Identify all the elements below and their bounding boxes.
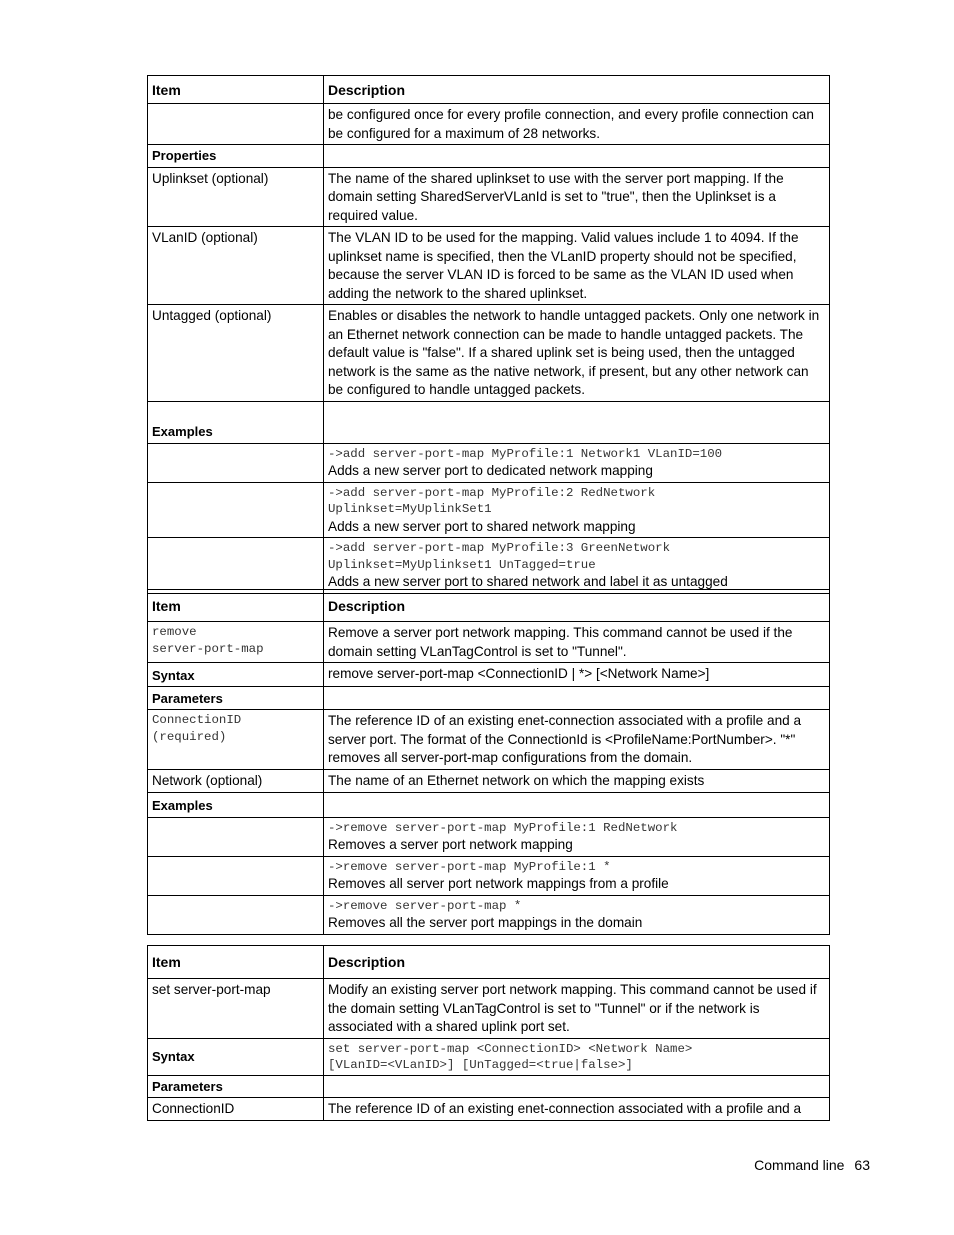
command-description: Remove a server port network mapping. This command cannot be used if the domain setting VLanTagControl is set to "Tunnel".: [324, 622, 830, 663]
parameter-description: The reference ID of an existing enet-connection associated with a profile and a server port. The format of the ConnectionId is <ProfileName:PortNumber>. "*" removes all server-port-map configurations from the domain.: [324, 710, 830, 770]
example-command-continued: Uplinkset=MyUplinkSet1: [328, 502, 492, 516]
empty-cell: [324, 792, 830, 817]
remove-server-port-map-table: [147, 589, 830, 935]
command-name: set server-port-map: [148, 979, 324, 1039]
syntax-cell: [324, 1038, 830, 1075]
example-cell: [324, 538, 830, 594]
example-command: ->remove server-port-map *: [328, 898, 522, 913]
command-name-continued: server-port-map: [152, 641, 264, 656]
page-footer: [744, 1157, 870, 1173]
examples-label: Examples: [148, 401, 324, 443]
continuation-text: be configured once for every profile connection, and every profile connection can be configured for a maximum of 28 networks.: [324, 104, 830, 145]
property-name: VLanID (optional): [148, 227, 324, 305]
example-cell: [324, 817, 830, 856]
example-command: ->remove server-port-map MyProfile:1 *: [328, 859, 611, 874]
parameter-name-cell: [148, 710, 324, 770]
example-cell: [324, 443, 830, 482]
parameters-label: Parameters: [148, 1075, 324, 1098]
example-description: Removes all server port network mappings from a profile: [328, 876, 669, 891]
example-description: Removes all the server port mappings in the domain: [328, 915, 643, 930]
page-number: 63: [854, 1157, 870, 1173]
empty-cell: [148, 895, 324, 934]
parameter-name: Network (optional): [148, 769, 324, 792]
syntax-label: Syntax: [148, 663, 324, 687]
property-description: The name of the shared uplinkset to use with the server port mapping. If the domain setting SharedServerVLanId is set to "true", then the Uplinkset is a required value.: [324, 167, 830, 227]
example-cell: [324, 895, 830, 934]
command-description: Modify an existing server port network mapping. This command cannot be used if the domain setting VLanTagControl is set to "Tunnel" or if the network is associated with a shared uplink port set.: [324, 979, 830, 1039]
parameter-qualifier: (required): [152, 729, 227, 744]
example-command: ->add server-port-map MyProfile:1 Network1 VLanID=100: [328, 446, 723, 461]
syntax-text-continued: [VLanID=<VLanID>] [UnTagged=<true|false>]: [328, 1058, 633, 1072]
examples-label: Examples: [148, 792, 324, 817]
parameter-name: ConnectionID: [148, 1098, 324, 1121]
parameter-description: The reference ID of an existing enet-connection associated with a profile and a: [324, 1098, 830, 1121]
empty-cell: [148, 104, 324, 145]
empty-cell: [148, 856, 324, 895]
command-name: remove: [152, 625, 197, 639]
command-name-cell: [148, 622, 324, 663]
parameters-label: Parameters: [148, 687, 324, 710]
empty-cell: [324, 401, 830, 443]
example-command: ->add server-port-map MyProfile:3 GreenNetwork: [328, 541, 671, 555]
example-command-continued: Uplinkset=MyUplinkset1 UnTagged=true: [328, 557, 596, 572]
property-name: Untagged (optional): [148, 305, 324, 402]
header-description: Description: [324, 946, 830, 979]
example-cell: [324, 856, 830, 895]
add-server-port-map-table: [147, 75, 830, 594]
example-description: Adds a new server port to shared network mapping: [328, 518, 636, 534]
syntax-text: set server-port-map <ConnectionID> <Network Name>: [328, 1041, 693, 1056]
example-command: ->add server-port-map MyProfile:2 RedNetwork: [328, 485, 656, 500]
empty-cell: [324, 1075, 830, 1098]
header-item: Item: [148, 946, 324, 979]
example-description: Removes a server port network mapping: [328, 837, 573, 852]
header-description: Description: [324, 76, 830, 104]
property-description: The VLAN ID to be used for the mapping. Valid values include 1 to 4094. If the uplinkset name is specified, then the VLanID property should not be specified, because the server VLAN ID is forced to be same as the VLAN ID used when adding the network to the shared uplinkset.: [324, 227, 830, 305]
syntax-label: Syntax: [148, 1038, 324, 1075]
empty-cell: [324, 145, 830, 168]
example-command: ->remove server-port-map MyProfile:1 RedNetwork: [328, 820, 678, 835]
empty-cell: [324, 687, 830, 710]
empty-cell: [148, 443, 324, 482]
empty-cell: [148, 817, 324, 856]
set-server-port-map-table: [147, 945, 830, 1121]
footer-section-title: Command line: [754, 1157, 845, 1173]
parameter-description: The name of an Ethernet network on which the mapping exists: [324, 769, 830, 792]
parameter-name: ConnectionID: [152, 713, 242, 727]
empty-cell: [148, 538, 324, 594]
example-description: Adds a new server port to dedicated network mapping: [328, 463, 653, 478]
empty-cell: [148, 482, 324, 538]
header-item: Item: [148, 590, 324, 622]
properties-label: Properties: [148, 145, 324, 168]
header-item: Item: [148, 76, 324, 104]
property-description: Enables or disables the network to handle untagged packets. Only one network in an Ethernet network connection can be made to handle untagged packets. The default value is "false". If a shared uplink set is being used, then the untagged network is the same as the native network, if present, but any other network can be configured to handle untagged packets.: [324, 305, 830, 402]
header-description: Description: [324, 590, 830, 622]
syntax-text: remove server-port-map <ConnectionID | *> [<Network Name>]: [324, 663, 830, 687]
example-description: Adds a new server port to shared network and label it as untagged: [328, 574, 728, 589]
example-cell: [324, 482, 830, 538]
property-name: Uplinkset (optional): [148, 167, 324, 227]
